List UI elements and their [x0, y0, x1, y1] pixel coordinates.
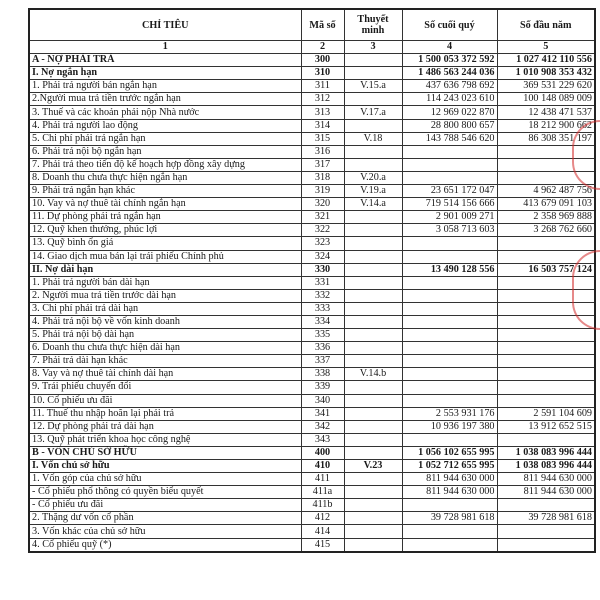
row-beginning-of-year	[497, 368, 595, 381]
row-end-of-quarter	[402, 315, 497, 328]
row-code: 323	[301, 237, 344, 250]
row-label: I. Nợ ngắn hạn	[29, 67, 301, 80]
row-code: 414	[301, 525, 344, 538]
row-note: V.19.a	[344, 185, 402, 198]
row-code: 330	[301, 263, 344, 276]
table-row	[29, 158, 595, 171]
row-label: - Cổ phiếu phổ thông có quyền biểu quyết	[29, 486, 301, 499]
table-row	[29, 237, 595, 250]
table-row	[29, 342, 595, 355]
row-beginning-of-year: 12 438 471 537	[497, 106, 595, 119]
row-label: II. Nợ dài hạn	[29, 263, 301, 276]
row-beginning-of-year: 86 308 351 197	[497, 132, 595, 145]
row-note	[344, 473, 402, 486]
row-code: 343	[301, 433, 344, 446]
row-code: 337	[301, 355, 344, 368]
row-label: 10. Vay và nợ thuê tài chính ngắn hạn	[29, 198, 301, 211]
row-label: 12. Dự phòng phải trả dài hạn	[29, 420, 301, 433]
row-label: 2. Người mua trả tiền trước dài hạn	[29, 289, 301, 302]
row-code: 335	[301, 329, 344, 342]
row-end-of-quarter	[402, 499, 497, 512]
table-row	[29, 263, 595, 276]
row-beginning-of-year: 100 148 089 009	[497, 93, 595, 106]
red-stamp	[572, 250, 600, 330]
row-end-of-quarter: 1 500 053 372 592	[402, 54, 497, 67]
row-note	[344, 512, 402, 525]
row-label: 7. Phải trả dài hạn khác	[29, 355, 301, 368]
column-number: 4	[402, 41, 497, 54]
row-code: 332	[301, 289, 344, 302]
row-beginning-of-year: 2 591 104 609	[497, 407, 595, 420]
row-code: 338	[301, 368, 344, 381]
row-beginning-of-year: 3 268 762 660	[497, 224, 595, 237]
row-code: 321	[301, 211, 344, 224]
row-code: 331	[301, 276, 344, 289]
row-code: 400	[301, 446, 344, 459]
header-row	[29, 9, 595, 41]
row-note	[344, 407, 402, 420]
header-indicator: CHỈ TIÊU	[29, 9, 301, 41]
table-row	[29, 486, 595, 499]
row-code: 314	[301, 119, 344, 132]
row-label: 1. Phải trả người bán dài hạn	[29, 276, 301, 289]
row-code: 300	[301, 54, 344, 67]
row-label: 3. Vốn khác của chủ sở hữu	[29, 525, 301, 538]
row-end-of-quarter	[402, 289, 497, 302]
header-end-of-quarter: Số cuối quý	[402, 9, 497, 41]
row-note	[344, 237, 402, 250]
row-note	[344, 158, 402, 171]
row-label: 8. Doanh thu chưa thực hiện ngắn hạn	[29, 171, 301, 184]
row-beginning-of-year	[497, 499, 595, 512]
table-row	[29, 355, 595, 368]
row-label: 9. Phải trả ngắn hạn khác	[29, 185, 301, 198]
row-label: 3. Thuế và các khoản phải nộp Nhà nước	[29, 106, 301, 119]
table-row	[29, 132, 595, 145]
row-end-of-quarter: 13 490 128 556	[402, 263, 497, 276]
row-note	[344, 54, 402, 67]
table-row	[29, 276, 595, 289]
row-note	[344, 119, 402, 132]
row-end-of-quarter	[402, 538, 497, 552]
row-label: 6. Phải trả nội bộ ngắn hạn	[29, 145, 301, 158]
row-note: V.18	[344, 132, 402, 145]
table-row	[29, 289, 595, 302]
row-code: 319	[301, 185, 344, 198]
row-note	[344, 145, 402, 158]
table-row	[29, 198, 595, 211]
column-number: 3	[344, 41, 402, 54]
row-code: 412	[301, 512, 344, 525]
row-label: B - VỐN CHỦ SỞ HỮU	[29, 446, 301, 459]
row-note	[344, 381, 402, 394]
row-beginning-of-year: 18 212 900 662	[497, 119, 595, 132]
row-beginning-of-year	[497, 342, 595, 355]
row-end-of-quarter: 437 636 798 692	[402, 80, 497, 93]
row-label: 6. Doanh thu chưa thực hiện dài hạn	[29, 342, 301, 355]
table-row	[29, 93, 595, 106]
row-beginning-of-year: 4 962 487 756	[497, 185, 595, 198]
row-note: V.17.a	[344, 106, 402, 119]
row-code: 334	[301, 315, 344, 328]
row-note	[344, 525, 402, 538]
row-end-of-quarter	[402, 237, 497, 250]
row-end-of-quarter	[402, 158, 497, 171]
row-end-of-quarter: 1 052 712 655 995	[402, 460, 497, 473]
row-end-of-quarter: 10 936 197 380	[402, 420, 497, 433]
row-label: 5. Chi phí phải trả ngắn hạn	[29, 132, 301, 145]
row-beginning-of-year	[497, 538, 595, 552]
row-beginning-of-year: 1 038 083 996 444	[497, 460, 595, 473]
row-label: 13. Quỹ bình ổn giá	[29, 237, 301, 250]
row-code: 340	[301, 394, 344, 407]
row-end-of-quarter: 39 728 981 618	[402, 512, 497, 525]
table-row	[29, 394, 595, 407]
row-label: 11. Dự phòng phải trả ngắn hạn	[29, 211, 301, 224]
row-label: 2. Thặng dư vốn cổ phần	[29, 512, 301, 525]
row-end-of-quarter	[402, 368, 497, 381]
row-note	[344, 355, 402, 368]
row-code: 317	[301, 158, 344, 171]
row-beginning-of-year: 811 944 630 000	[497, 473, 595, 486]
row-end-of-quarter: 1 486 563 244 036	[402, 67, 497, 80]
column-number: 5	[497, 41, 595, 54]
table-row	[29, 54, 595, 67]
table-row	[29, 446, 595, 459]
row-end-of-quarter	[402, 394, 497, 407]
row-code: 342	[301, 420, 344, 433]
row-code: 415	[301, 538, 344, 552]
row-label: 10. Cổ phiếu ưu đãi	[29, 394, 301, 407]
table-row	[29, 473, 595, 486]
row-label: 4. Cổ phiếu quỹ (*)	[29, 538, 301, 552]
row-note: V.14.a	[344, 198, 402, 211]
row-code: 311	[301, 80, 344, 93]
row-end-of-quarter	[402, 342, 497, 355]
table-row	[29, 460, 595, 473]
row-code: 313	[301, 106, 344, 119]
row-label: 4. Phải trả nội bộ về vốn kinh doanh	[29, 315, 301, 328]
row-label: 1. Phải trả người bán ngắn hạn	[29, 80, 301, 93]
row-end-of-quarter: 12 969 022 870	[402, 106, 497, 119]
row-beginning-of-year: 413 679 091 103	[497, 198, 595, 211]
row-code: 322	[301, 224, 344, 237]
row-note	[344, 93, 402, 106]
row-label: 5. Phải trả nội bộ dài hạn	[29, 329, 301, 342]
row-note	[344, 446, 402, 459]
row-code: 410	[301, 460, 344, 473]
table-row	[29, 499, 595, 512]
row-code: 341	[301, 407, 344, 420]
row-note	[344, 420, 402, 433]
row-note: V.14.b	[344, 368, 402, 381]
row-beginning-of-year	[497, 525, 595, 538]
table-row	[29, 407, 595, 420]
row-end-of-quarter	[402, 250, 497, 263]
row-code: 315	[301, 132, 344, 145]
table-row	[29, 512, 595, 525]
row-end-of-quarter: 1 056 102 655 995	[402, 446, 497, 459]
row-beginning-of-year	[497, 433, 595, 446]
table-row	[29, 224, 595, 237]
table-row	[29, 302, 595, 315]
row-note	[344, 486, 402, 499]
row-code: 316	[301, 145, 344, 158]
table-row	[29, 525, 595, 538]
row-end-of-quarter	[402, 381, 497, 394]
column-number-row	[29, 41, 595, 54]
row-note	[344, 538, 402, 552]
row-note: V.23	[344, 460, 402, 473]
row-label: 8. Vay và nợ thuê tài chính dài hạn	[29, 368, 301, 381]
table-row	[29, 211, 595, 224]
row-end-of-quarter	[402, 329, 497, 342]
table-row	[29, 250, 595, 263]
row-end-of-quarter: 2 553 931 176	[402, 407, 497, 420]
row-end-of-quarter	[402, 302, 497, 315]
row-label: 11. Thuế thu nhập hoãn lại phải trả	[29, 407, 301, 420]
table-row	[29, 381, 595, 394]
row-note: V.20.a	[344, 171, 402, 184]
row-label: A - NỢ PHẢI TRẢ	[29, 54, 301, 67]
row-beginning-of-year: 1 038 083 996 444	[497, 446, 595, 459]
row-end-of-quarter: 3 058 713 603	[402, 224, 497, 237]
row-code: 411a	[301, 486, 344, 499]
row-beginning-of-year	[497, 381, 595, 394]
row-end-of-quarter: 811 944 630 000	[402, 486, 497, 499]
header-beginning-of-year: Số đầu năm	[497, 9, 595, 41]
table-row	[29, 80, 595, 93]
row-label: 1. Vốn góp của chủ sở hữu	[29, 473, 301, 486]
row-note	[344, 342, 402, 355]
table-row	[29, 420, 595, 433]
row-code: 336	[301, 342, 344, 355]
row-note	[344, 289, 402, 302]
column-number: 2	[301, 41, 344, 54]
row-note: V.15.a	[344, 80, 402, 93]
row-note	[344, 394, 402, 407]
table-row	[29, 171, 595, 184]
row-code: 312	[301, 93, 344, 106]
table-row	[29, 145, 595, 158]
table-row	[29, 106, 595, 119]
row-label: 2.Người mua trả tiền trước ngắn hạn	[29, 93, 301, 106]
row-end-of-quarter: 143 788 546 620	[402, 132, 497, 145]
row-beginning-of-year: 2 358 969 888	[497, 211, 595, 224]
row-label: 9. Trái phiếu chuyển đổi	[29, 381, 301, 394]
row-label: - Cổ phiếu ưu đãi	[29, 499, 301, 512]
row-note	[344, 67, 402, 80]
table-row	[29, 315, 595, 328]
row-code: 411b	[301, 499, 344, 512]
header-note: Thuyết minh	[344, 9, 402, 41]
row-end-of-quarter	[402, 171, 497, 184]
row-label: 7. Phải trả theo tiến độ kế hoạch hợp đồng xây dựng	[29, 158, 301, 171]
table-row	[29, 329, 595, 342]
row-end-of-quarter: 811 944 630 000	[402, 473, 497, 486]
row-note	[344, 211, 402, 224]
row-label: 3. Chi phí phải trả dài hạn	[29, 302, 301, 315]
row-beginning-of-year: 39 728 981 618	[497, 512, 595, 525]
row-note	[344, 263, 402, 276]
row-beginning-of-year	[497, 355, 595, 368]
row-label: I. Vốn chủ sở hữu	[29, 460, 301, 473]
row-end-of-quarter: 23 651 172 047	[402, 185, 497, 198]
table-row	[29, 119, 595, 132]
balance-sheet-table	[28, 8, 596, 553]
row-end-of-quarter: 2 901 009 271	[402, 211, 497, 224]
row-note	[344, 224, 402, 237]
row-code: 411	[301, 473, 344, 486]
row-note	[344, 433, 402, 446]
row-end-of-quarter	[402, 355, 497, 368]
row-note	[344, 276, 402, 289]
row-code: 333	[301, 302, 344, 315]
row-beginning-of-year	[497, 394, 595, 407]
table-row	[29, 67, 595, 80]
row-label: 13. Quỹ phát triển khoa học công nghệ	[29, 433, 301, 446]
row-end-of-quarter	[402, 433, 497, 446]
header-code: Mã số	[301, 9, 344, 41]
row-code: 320	[301, 198, 344, 211]
table-row	[29, 538, 595, 552]
row-code: 339	[301, 381, 344, 394]
row-label: 4. Phải trả người lao động	[29, 119, 301, 132]
row-end-of-quarter	[402, 276, 497, 289]
table-row	[29, 185, 595, 198]
row-beginning-of-year: 1 027 412 110 556	[497, 54, 595, 67]
row-beginning-of-year: 811 944 630 000	[497, 486, 595, 499]
row-beginning-of-year: 369 531 229 620	[497, 80, 595, 93]
row-beginning-of-year	[497, 329, 595, 342]
row-end-of-quarter	[402, 525, 497, 538]
row-note	[344, 499, 402, 512]
row-label: 14. Giao dịch mua bán lại trái phiếu Chính phủ	[29, 250, 301, 263]
row-end-of-quarter	[402, 145, 497, 158]
row-label: 12. Quỹ khen thưởng, phúc lợi	[29, 224, 301, 237]
row-beginning-of-year	[497, 237, 595, 250]
row-note	[344, 329, 402, 342]
row-note	[344, 315, 402, 328]
table-row	[29, 368, 595, 381]
row-beginning-of-year: 13 912 652 515	[497, 420, 595, 433]
column-number: 1	[29, 41, 301, 54]
row-code: 318	[301, 171, 344, 184]
row-end-of-quarter: 114 243 023 610	[402, 93, 497, 106]
row-code: 324	[301, 250, 344, 263]
table-row	[29, 433, 595, 446]
row-beginning-of-year: 16 503 757 124	[497, 263, 595, 276]
row-code: 310	[301, 67, 344, 80]
row-beginning-of-year: 1 010 908 353 432	[497, 67, 595, 80]
row-note	[344, 250, 402, 263]
row-end-of-quarter: 719 514 156 666	[402, 198, 497, 211]
row-end-of-quarter: 28 800 800 657	[402, 119, 497, 132]
row-note	[344, 302, 402, 315]
